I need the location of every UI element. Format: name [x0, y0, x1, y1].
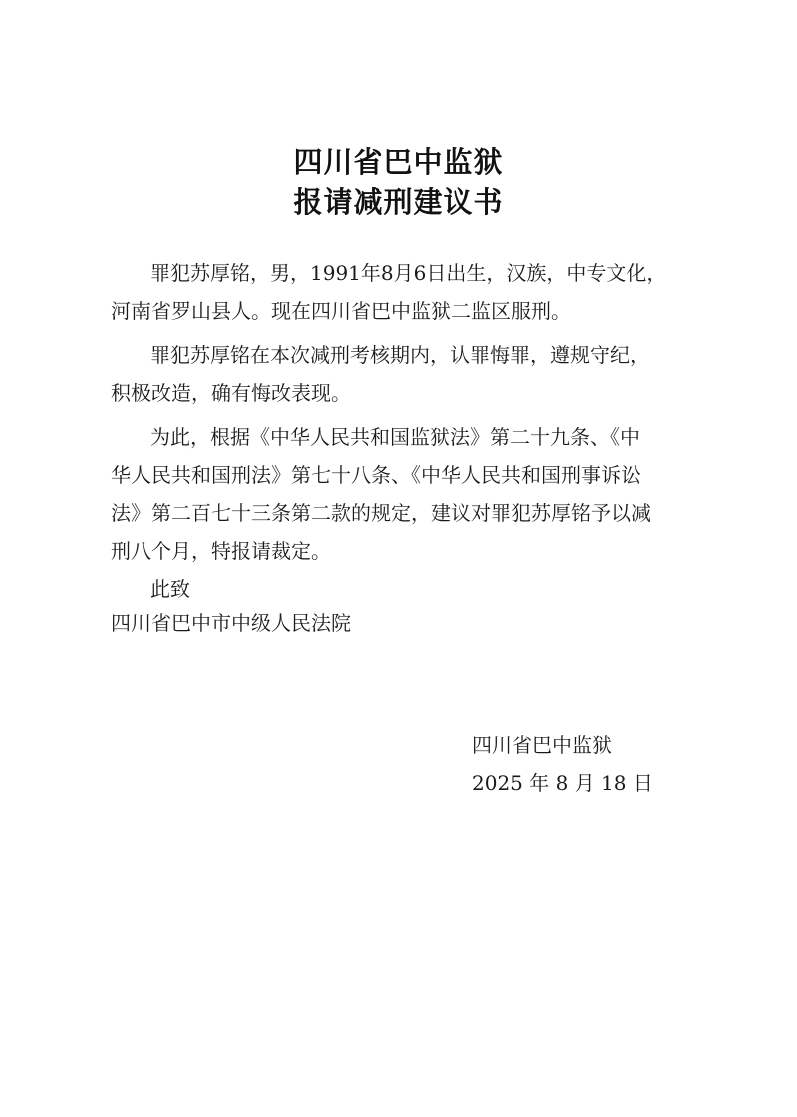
paragraph-1-line-2: 河南省罗山县人。现在四川省巴中监狱二监区服刑。 — [111, 299, 571, 323]
paragraph-1-line-1: 罪犯苏厚铭，男，1991年8月6日出生，汉族，中专文化， — [150, 261, 667, 285]
document-title-line-1: 四川省巴中监狱 — [293, 145, 504, 179]
salutation: 此致 — [150, 577, 190, 601]
paragraph-3-line-3: 法》第二百七十三条第二款的规定，建议对罪犯苏厚铭予以减 — [111, 501, 651, 525]
signature-organization: 四川省巴中监狱 — [472, 733, 612, 757]
paragraph-2-line-2: 积极改造，确有悔改表现。 — [111, 381, 351, 405]
paragraph-2-line-1: 罪犯苏厚铭在本次减刑考核期内，认罪悔罪，遵规守纪， — [150, 343, 650, 367]
signature-date: 2025 年 8 月 18 日 — [472, 771, 653, 795]
paragraph-3-line-1: 为此，根据《中华人民共和国监狱法》第二十九条、《中 — [150, 425, 640, 449]
recipient-court: 四川省巴中市中级人民法院 — [111, 611, 351, 635]
paragraph-3-line-2: 华人民共和国刑法》第七十八条、《中华人民共和国刑事诉讼 — [111, 463, 641, 487]
paragraph-3-line-4: 刑八个月，特报请裁定。 — [111, 539, 331, 563]
document-title-line-2: 报请减刑建议书 — [293, 185, 504, 219]
